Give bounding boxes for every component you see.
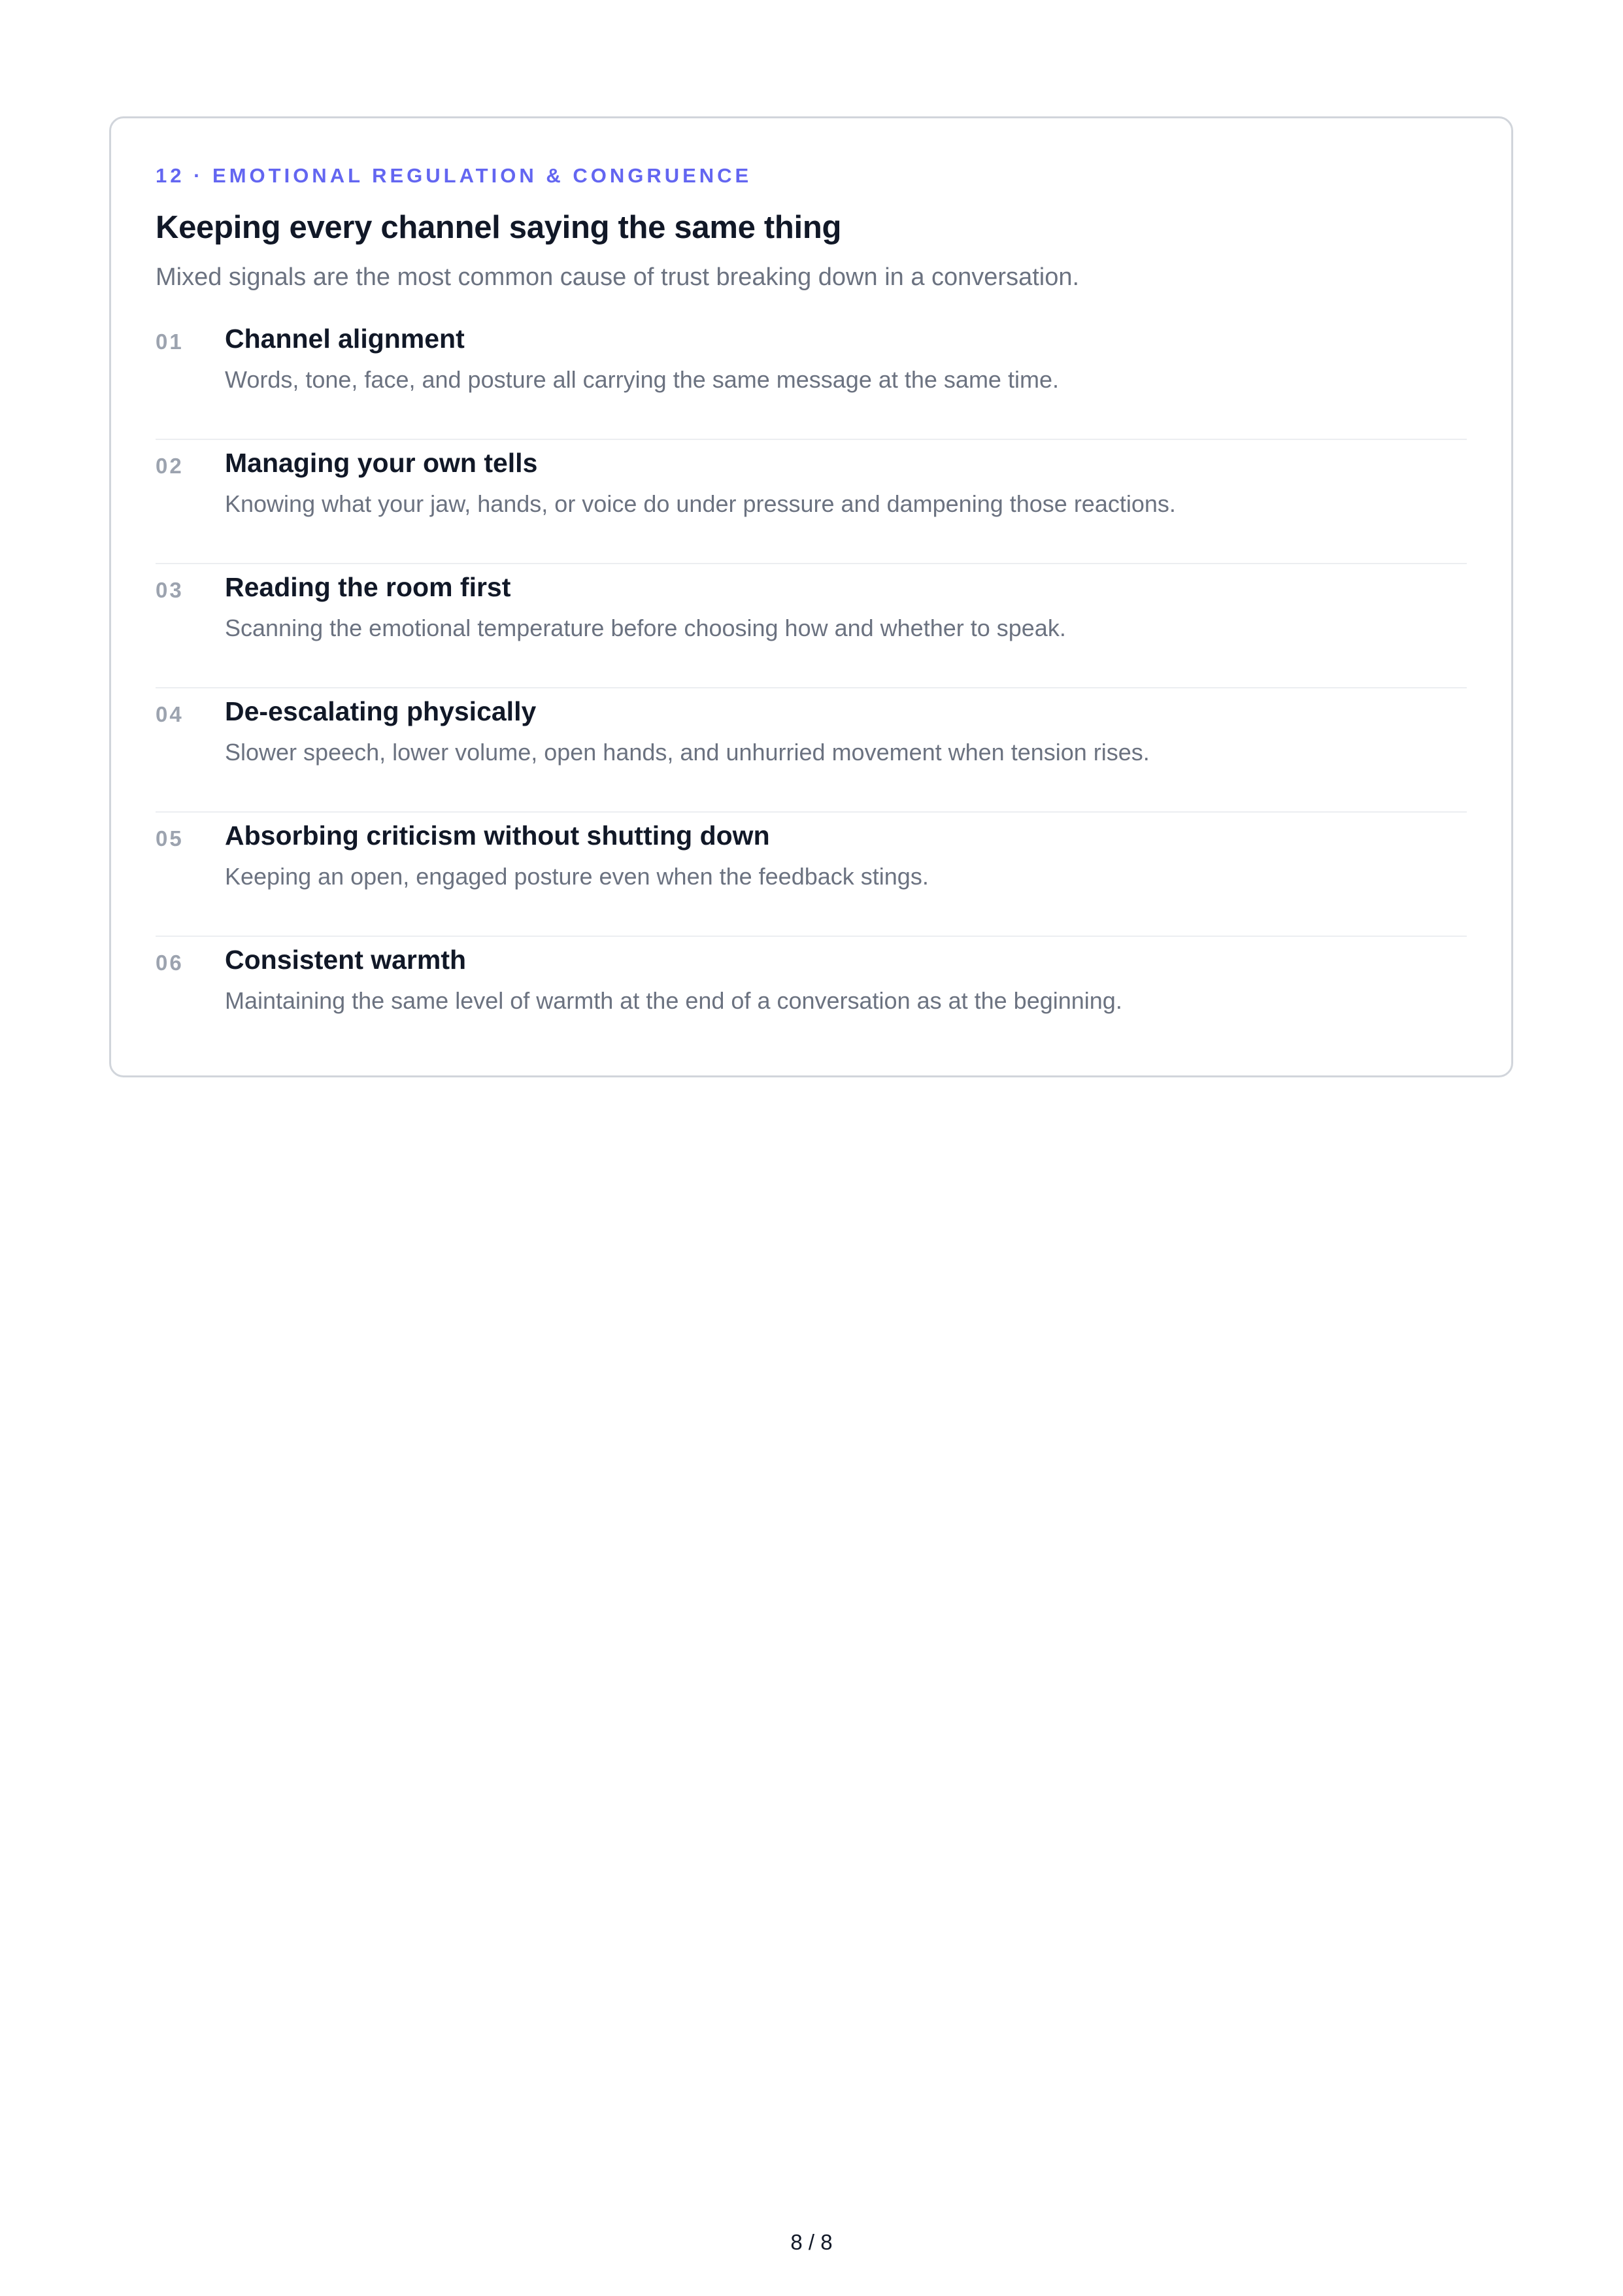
item-description: Keeping an open, engaged posture even when the feedback stings. [225,863,929,890]
item-title: Reading the room first [225,572,511,602]
item-description: Slower speech, lower volume, open hands, and unhurried movement when tension rises. [225,739,1150,766]
page-number: 8 / 8 [790,2230,833,2254]
section-subtitle: Mixed signals are the most common cause of trust breaking down in a conversation. [156,263,1080,291]
item-description: Knowing what your jaw, hands, or voice do under pressure and dampening those reactions. [225,490,1176,517]
item-description: Maintaining the same level of warmth at the end of a conversation as at the beginning. [225,987,1122,1014]
item-text [225,942,1467,1017]
item-text [225,569,1467,644]
item-title: De-escalating physically [225,696,537,726]
item-text [225,445,1467,520]
item-title: Managing your own tells [225,448,538,478]
list-item [156,440,1467,564]
item-text [225,694,1467,768]
list-item [156,937,1467,1061]
list-item [156,316,1467,440]
item-number: 01 [156,329,184,354]
item-description: Scanning the emotional temperature before choosing how and whether to speak. [225,615,1066,641]
item-number: 05 [156,826,184,851]
item-number: 02 [156,454,184,478]
item-number: 06 [156,951,184,975]
item-title: Channel alignment [225,324,465,354]
item-title: Consistent warmth [225,945,467,975]
item-number: 03 [156,578,184,602]
section-title: Keeping every channel saying the same thing [156,210,842,245]
section-eyebrow: 12 · EMOTIONAL REGULATION & CONGRUENCE [156,164,752,187]
item-number: 04 [156,702,184,726]
item-text [225,321,1467,396]
item-list [156,316,1467,1061]
section-card [109,116,1513,1077]
list-item [156,813,1467,937]
item-text [225,818,1467,892]
item-description: Words, tone, face, and posture all carrying the same message at the same time. [225,366,1059,393]
item-title: Absorbing criticism without shutting down [225,820,770,851]
list-item [156,688,1467,813]
list-item [156,564,1467,688]
